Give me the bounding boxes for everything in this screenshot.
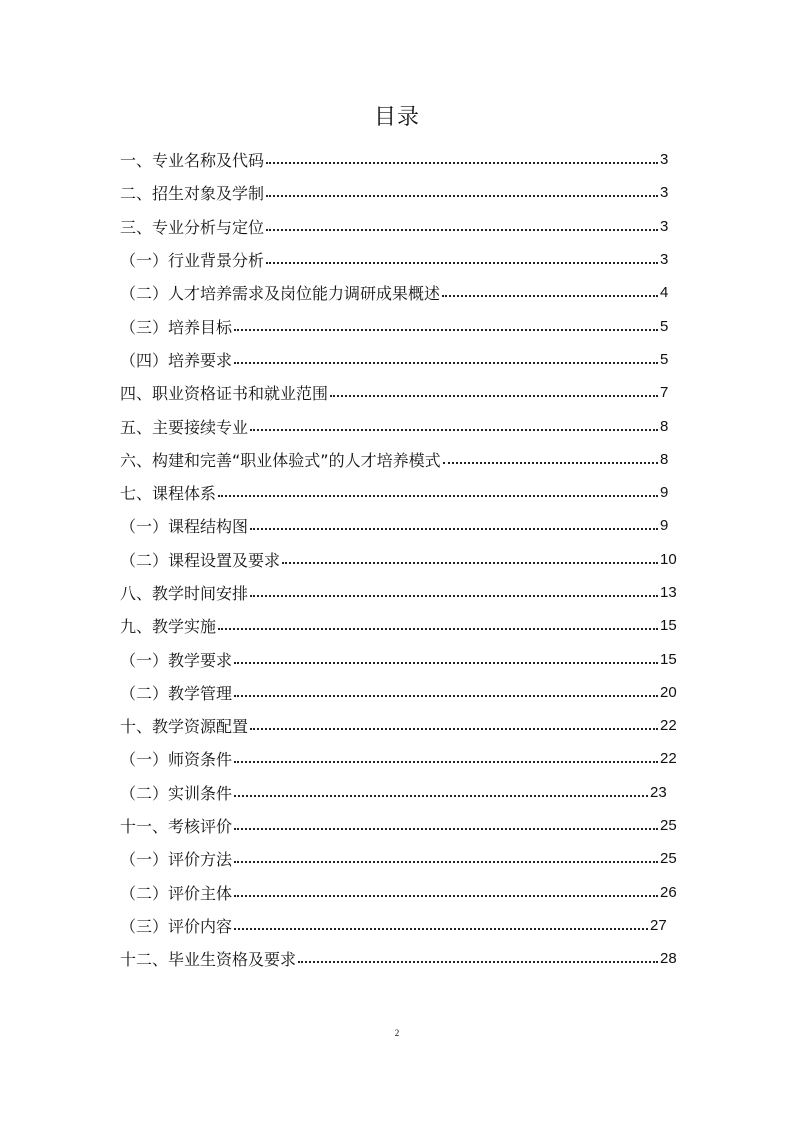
toc-entry-page: 15	[660, 650, 677, 668]
toc-entry-label: 三、专业分析与定位	[120, 217, 265, 237]
toc-entry-label: 十二、毕业生资格及要求	[120, 950, 297, 970]
toc-entry[interactable]	[120, 576, 680, 609]
toc-entry-page: 10	[660, 550, 677, 568]
dot-leader	[234, 661, 658, 664]
toc-entry-label: （一）课程结构图	[120, 517, 249, 537]
dot-leader	[234, 927, 648, 930]
toc-entry-page: 23	[650, 783, 667, 801]
toc-entry[interactable]	[120, 609, 680, 642]
toc-entry-label: （四）培养要求	[120, 350, 233, 370]
toc-entry-label: （一）行业背景分析	[120, 251, 265, 271]
toc-entry-page: 7	[660, 384, 669, 402]
toc-entry[interactable]	[120, 709, 680, 742]
dot-leader	[218, 494, 658, 497]
dot-leader	[234, 860, 658, 863]
toc-entry[interactable]	[120, 876, 680, 909]
toc-entry-page: 20	[660, 683, 677, 701]
toc-entry-page: 27	[650, 916, 667, 934]
toc-entry[interactable]	[120, 376, 680, 409]
toc-entry-page: 8	[660, 417, 669, 435]
toc-entry[interactable]	[120, 942, 680, 975]
toc-entry-label: （一）师资条件	[120, 750, 233, 770]
toc-entry-label: 四、职业资格证书和就业范围	[120, 384, 329, 404]
toc-entry-page: 22	[660, 717, 677, 735]
toc-entry-page: 5	[660, 350, 669, 368]
table-of-contents	[120, 143, 680, 975]
toc-entry[interactable]	[120, 543, 680, 576]
dot-leader	[250, 527, 658, 530]
toc-entry-page: 3	[660, 151, 669, 169]
toc-entry-label: 六、构建和完善“职业体验式”的人才培养模式	[120, 450, 441, 470]
dot-leader	[266, 194, 658, 197]
dot-leader	[234, 694, 658, 697]
dot-leader	[266, 161, 658, 164]
toc-entry-page: 25	[660, 817, 677, 835]
dot-leader	[234, 894, 658, 897]
toc-entry[interactable]	[120, 210, 680, 243]
toc-entry[interactable]	[120, 143, 680, 176]
dot-leader	[234, 760, 658, 763]
dot-leader	[250, 594, 658, 597]
toc-entry-page: 3	[660, 184, 669, 202]
dot-leader	[234, 794, 648, 797]
toc-entry-label: 七、课程体系	[120, 484, 217, 504]
toc-entry-label: 二、招生对象及学制	[120, 184, 265, 204]
toc-entry-label: （二）人才培养需求及岗位能力调研成果概述	[120, 284, 441, 304]
toc-entry-label: 十、教学资源配置	[120, 717, 249, 737]
toc-entry-page: 26	[660, 883, 677, 901]
toc-entry[interactable]	[120, 842, 680, 875]
dot-leader	[266, 261, 658, 264]
dot-leader	[234, 328, 658, 331]
dot-leader	[234, 827, 658, 830]
toc-entry-page: 25	[660, 850, 677, 868]
toc-entry[interactable]	[120, 409, 680, 442]
toc-entry[interactable]	[120, 776, 680, 809]
dot-leader	[282, 561, 658, 564]
toc-entry-page: 28	[660, 950, 677, 968]
dot-leader	[443, 461, 658, 464]
page-title: 目录	[373, 105, 420, 130]
toc-entry[interactable]	[120, 276, 680, 309]
dot-leader	[218, 627, 658, 630]
toc-entry[interactable]	[120, 909, 680, 942]
toc-entry[interactable]	[120, 742, 680, 775]
dot-leader	[266, 228, 658, 231]
toc-entry-page: 9	[660, 484, 669, 502]
toc-entry-page: 5	[660, 317, 669, 335]
toc-entry[interactable]	[120, 809, 680, 842]
toc-entry-label: （一）评价方法	[120, 850, 233, 870]
toc-entry[interactable]	[120, 676, 680, 709]
dot-leader	[330, 394, 658, 397]
toc-entry-label: （二）教学管理	[120, 683, 233, 703]
toc-entry-label: 一、专业名称及代码	[120, 151, 265, 171]
toc-entry-page: 3	[660, 217, 669, 235]
toc-entry[interactable]	[120, 443, 680, 476]
toc-entry-page: 3	[660, 251, 669, 269]
toc-entry-page: 9	[660, 517, 669, 535]
toc-entry-label: （二）实训条件	[120, 783, 233, 803]
toc-entry-page: 4	[660, 284, 669, 302]
toc-entry[interactable]	[120, 309, 680, 342]
toc-entry-label: （三）评价内容	[120, 916, 233, 936]
page-number: 2	[394, 1028, 400, 1038]
toc-entry-label: 十一、考核评价	[120, 817, 233, 837]
toc-entry-label: （二）评价主体	[120, 883, 233, 903]
toc-entry-page: 22	[660, 750, 677, 768]
toc-entry[interactable]	[120, 243, 680, 276]
toc-entry[interactable]	[120, 642, 680, 675]
toc-entry-label: （二）课程设置及要求	[120, 550, 281, 570]
toc-entry-label: （一）教学要求	[120, 650, 233, 670]
toc-entry-label: 五、主要接续专业	[120, 417, 249, 437]
dot-leader	[298, 960, 658, 963]
toc-entry-label: 八、教学时间安排	[120, 584, 249, 603]
toc-entry[interactable]	[120, 509, 680, 542]
toc-entry[interactable]	[120, 476, 680, 509]
toc-entry-page: 15	[660, 617, 677, 635]
dot-leader	[234, 361, 658, 364]
dot-leader	[442, 294, 658, 297]
toc-entry-label: 九、教学实施	[120, 617, 217, 637]
dot-leader	[250, 428, 658, 431]
toc-entry[interactable]	[120, 176, 680, 209]
toc-entry[interactable]	[120, 343, 680, 376]
toc-entry-page: 8	[660, 450, 669, 468]
dot-leader	[250, 727, 658, 730]
toc-entry-label: （三）培养目标	[120, 317, 233, 337]
toc-entry-page: 13	[660, 584, 677, 601]
